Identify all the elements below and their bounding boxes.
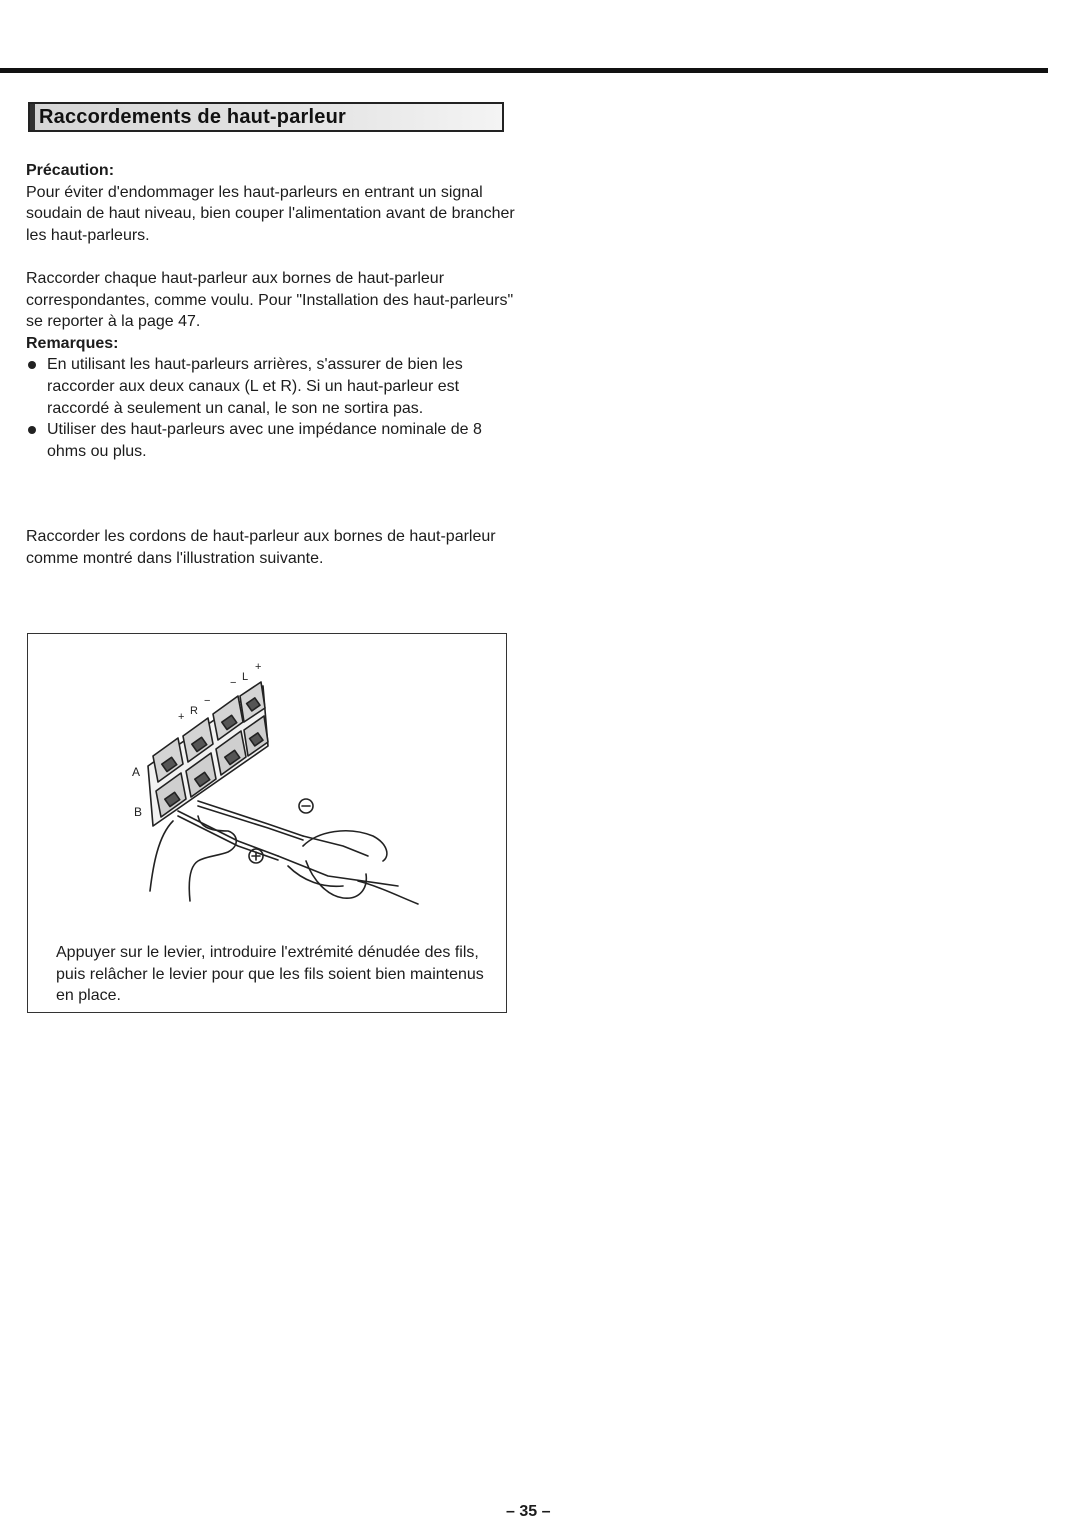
label-plus-r: + — [178, 711, 185, 723]
label-minus-r: − — [204, 695, 211, 707]
label-plus-l: + — [255, 661, 262, 673]
remark-item — [26, 419, 516, 462]
label-b: B — [134, 805, 143, 819]
remark-text: En utilisant les haut-parleurs arrières, s'assurer de bien les raccorder aux deux canaux (L et R). Si un haut-parleur est raccordé à seulement un canal, le son ne sortira pas. — [47, 356, 463, 417]
speaker-wires — [178, 801, 398, 886]
precaution-text: Pour éviter d'endommager les haut-parleurs en entrant un signal soudain de haut niveau, bien couper l'alimentation avant de brancher les haut-parleurs. — [26, 183, 515, 244]
section-title: Raccordements de haut-parleur — [39, 106, 346, 128]
top-rule — [0, 68, 1048, 73]
label-minus-l: − — [230, 677, 237, 689]
label-a: A — [132, 765, 141, 779]
cords-paragraph: Raccorder les cordons de haut-parleur aux bornes de haut-parleur comme montré dans l'illustration suivante. — [26, 528, 496, 567]
cords-paragraph-block — [26, 526, 516, 569]
connect-paragraph-block — [26, 268, 516, 462]
section-title-box — [28, 102, 504, 132]
precaution-heading: Précaution: — [26, 162, 115, 179]
title-accent-bar — [30, 104, 35, 130]
remarks-list — [26, 354, 516, 462]
label-r: R — [190, 705, 198, 717]
remarks-heading: Remarques: — [26, 334, 119, 352]
figure-caption: Appuyer sur le levier, introduire l'extrémité dénudée des fils, puis relâcher le levier pour que les fils soient bien maintenus en place. — [56, 944, 484, 1005]
connect-paragraph: Raccorder chaque haut-parleur aux bornes de haut-parleur correspondantes, comme voulu. Pour "Installation des haut-parleurs" se reporter à la page 47. — [26, 270, 514, 331]
remark-item — [26, 354, 516, 419]
remark-text: Utiliser des haut-parleurs avec une impédance nominale de 8 ohms ou plus. — [47, 421, 482, 460]
label-l: L — [242, 671, 249, 683]
figure-box — [27, 633, 507, 1013]
bullet-icon — [28, 361, 36, 369]
speaker-terminal-illustration — [128, 656, 428, 906]
precaution-block — [26, 160, 516, 246]
bullet-icon — [28, 426, 36, 434]
page-number: – 35 – — [506, 1503, 551, 1520]
